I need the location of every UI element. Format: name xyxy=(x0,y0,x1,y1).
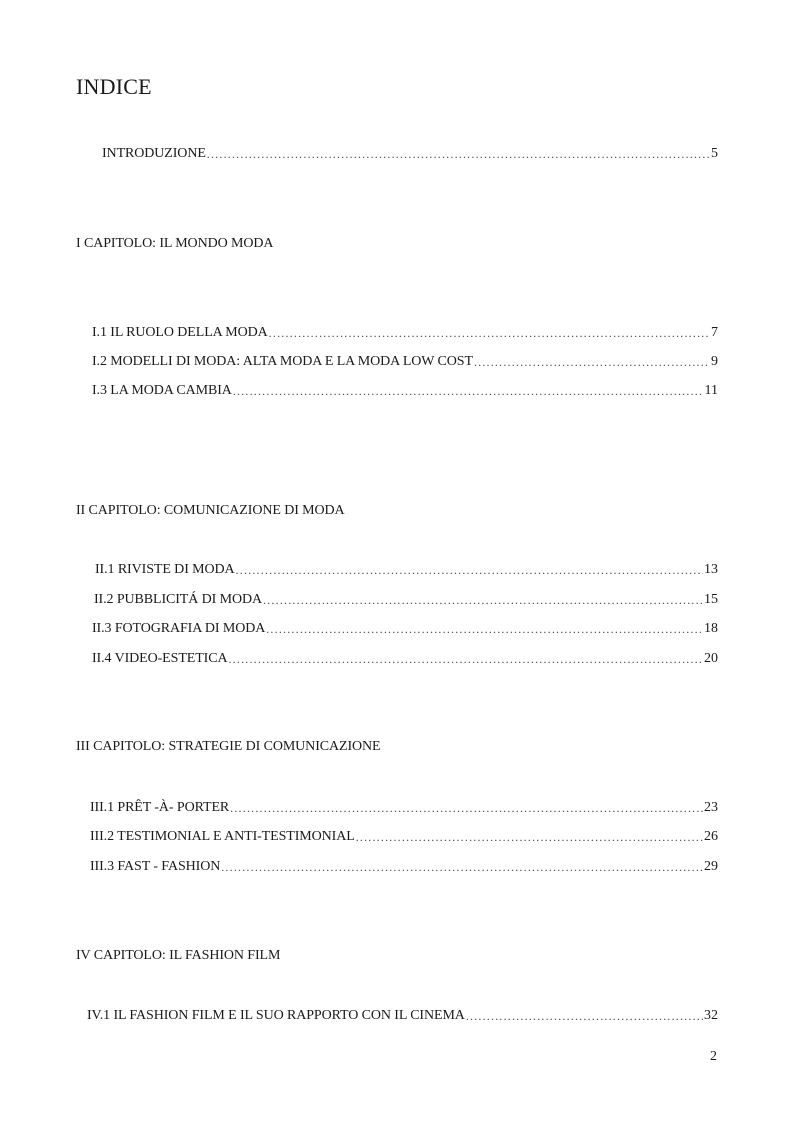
toc-entry-1-1 xyxy=(92,323,718,343)
toc-entry-2-4 xyxy=(92,649,718,669)
chapter-heading-3: III CAPITOLO: STRATEGIE DI COMUNICAZIONE xyxy=(76,739,381,754)
toc-entry-1-2 xyxy=(92,352,718,372)
toc-entry-4-1 xyxy=(87,1006,718,1026)
toc-entry-introduzione xyxy=(102,144,718,164)
dot-leader xyxy=(230,798,703,818)
toc-entry-page: 18 xyxy=(704,621,718,636)
toc-entry-label: III.1 PRÊT -À- PORTER xyxy=(90,800,230,815)
dot-leader xyxy=(269,323,710,343)
toc-entry-label: II.2 PUBBLICITÁ DI MODA xyxy=(94,592,263,607)
page-title: INDICE xyxy=(76,74,152,99)
dot-leader xyxy=(221,857,703,877)
toc-entry-1-3 xyxy=(92,381,718,401)
dot-leader xyxy=(233,381,704,401)
chapter-heading-2: II CAPITOLO: COMUNICAZIONE DI MODA xyxy=(76,503,345,518)
toc-entry-label: II.1 RIVISTE DI MODA xyxy=(95,562,235,577)
toc-entry-3-3 xyxy=(90,857,718,877)
toc-entry-label: I.3 LA MODA CAMBIA xyxy=(92,383,232,398)
toc-entry-page: 7 xyxy=(711,325,718,340)
chapter-heading-4: IV CAPITOLO: IL FASHION FILM xyxy=(76,948,281,963)
dot-leader xyxy=(207,144,710,164)
dot-leader xyxy=(228,649,703,669)
toc-entry-label: IV.1 IL FASHION FILM E IL SUO RAPPORTO CON IL CINEMA xyxy=(87,1008,465,1023)
toc-entry-2-2 xyxy=(94,590,718,610)
toc-entry-page: 29 xyxy=(704,859,718,874)
toc-entry-label: I.2 MODELLI DI MODA: ALTA MODA E LA MODA LOW COST xyxy=(92,354,473,369)
toc-entry-page: 26 xyxy=(704,829,718,844)
toc-entry-page: 15 xyxy=(704,592,718,607)
toc-entry-page: 23 xyxy=(704,800,718,815)
page-number: 2 xyxy=(710,1049,717,1064)
toc-entry-label: II.4 VIDEO-ESTETICA xyxy=(92,651,228,666)
dot-leader xyxy=(263,590,703,610)
dot-leader xyxy=(236,560,703,580)
toc-entry-label: III.2 TESTIMONIAL E ANTI-TESTIMONIAL xyxy=(90,829,355,844)
toc-entry-page: 13 xyxy=(704,562,718,577)
chapter-heading-1: I CAPITOLO: IL MONDO MODA xyxy=(76,236,274,251)
toc-entry-3-1 xyxy=(90,798,718,818)
toc-entry-label: II.3 FOTOGRAFIA DI MODA xyxy=(92,621,266,636)
toc-entry-page: 11 xyxy=(704,383,718,398)
toc-entry-label: III.3 FAST - FASHION xyxy=(90,859,221,874)
dot-leader xyxy=(466,1006,703,1026)
toc-entry-page: 32 xyxy=(704,1008,718,1023)
toc-entry-2-1 xyxy=(95,560,718,580)
dot-leader xyxy=(356,827,703,847)
toc-entry-label: I.1 IL RUOLO DELLA MODA xyxy=(92,325,268,340)
toc-entry-page: 20 xyxy=(704,651,718,666)
toc-entry-page: 5 xyxy=(711,146,718,161)
dot-leader xyxy=(266,619,703,639)
dot-leader xyxy=(474,352,710,372)
toc-entry-page: 9 xyxy=(711,354,718,369)
toc-entry-label: INTRODUZIONE xyxy=(102,146,206,161)
toc-entry-3-2 xyxy=(90,827,718,847)
toc-entry-2-3 xyxy=(92,619,718,639)
